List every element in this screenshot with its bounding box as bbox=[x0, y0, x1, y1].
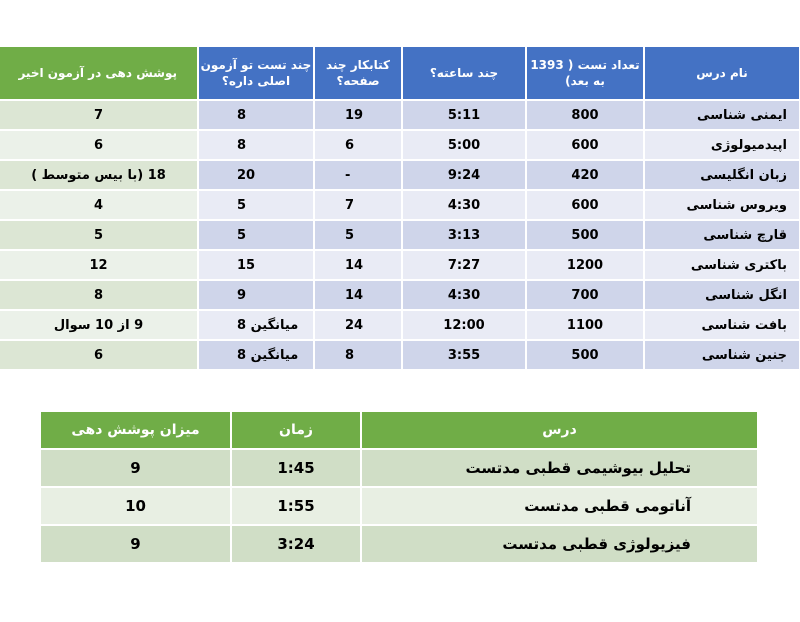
table-row bbox=[41, 449, 758, 487]
exam-questions-cell: 9 bbox=[198, 280, 314, 310]
header-hours: چند ساعته؟ bbox=[402, 47, 526, 100]
test-count-cell: 1100 bbox=[526, 310, 644, 340]
workbook-pages-cell: 14 bbox=[314, 280, 402, 310]
hours-cell: 7:27 bbox=[402, 250, 526, 280]
table-row bbox=[0, 340, 800, 369]
test-count-cell: 800 bbox=[526, 100, 644, 130]
workbook-pages-cell: 8 bbox=[314, 340, 402, 369]
lesson-name-cell: انگل شناسی bbox=[644, 280, 800, 310]
workbook-pages-cell: - bbox=[314, 160, 402, 190]
header-coverage: پوشش دهی در آزمون اخیر bbox=[0, 47, 198, 100]
time-cell: 1:45 bbox=[231, 449, 361, 487]
course-name-cell: آناتومی قطبی مدتست bbox=[361, 487, 758, 525]
coverage-cell: 8 bbox=[0, 280, 198, 310]
coverage-cell: 7 bbox=[0, 100, 198, 130]
coverage-cell: 5 bbox=[0, 220, 198, 250]
test-count-cell: 1200 bbox=[526, 250, 644, 280]
workbook-pages-cell: 6 bbox=[314, 130, 402, 160]
exam-questions-cell: میانگین 8 bbox=[198, 310, 314, 340]
table-row bbox=[0, 220, 800, 250]
test-count-cell: 600 bbox=[526, 190, 644, 220]
time-cell: 3:24 bbox=[231, 525, 361, 562]
test-count-cell: 420 bbox=[526, 160, 644, 190]
exam-questions-cell: 8 bbox=[198, 100, 314, 130]
study-plan-header-row bbox=[0, 47, 800, 100]
exam-questions-cell: 8 bbox=[198, 130, 314, 160]
lesson-name-cell: قارچ شناسی bbox=[644, 220, 800, 250]
hours-cell: 4:30 bbox=[402, 190, 526, 220]
hours-cell: 3:55 bbox=[402, 340, 526, 369]
coverage-cell: 9 از 10 سوال bbox=[0, 310, 198, 340]
table-row bbox=[0, 280, 800, 310]
lesson-name-cell: ویروس شناسی bbox=[644, 190, 800, 220]
lesson-name-cell: اپیدمیولوژی bbox=[644, 130, 800, 160]
table-row bbox=[0, 160, 800, 190]
lesson-name-cell: ایمنی شناسی bbox=[644, 100, 800, 130]
test-count-cell: 600 bbox=[526, 130, 644, 160]
hours-cell: 12:00 bbox=[402, 310, 526, 340]
table-row bbox=[0, 100, 800, 130]
hours-cell: 4:30 bbox=[402, 280, 526, 310]
lesson-name-cell: باکتری شناسی bbox=[644, 250, 800, 280]
coverage-amount-cell: 9 bbox=[41, 449, 231, 487]
lesson-name-cell: زبان انگلیسی bbox=[644, 160, 800, 190]
hours-cell: 5:11 bbox=[402, 100, 526, 130]
coverage-cell: 18 (با بیس متوسط ) bbox=[0, 160, 198, 190]
lesson-name-cell: جنین شناسی bbox=[644, 340, 800, 369]
header-lesson-name: نام درس bbox=[644, 47, 800, 100]
exam-questions-cell: 20 bbox=[198, 160, 314, 190]
header-test-count: تعداد تست ( 1393 به بعد) bbox=[526, 47, 644, 100]
coverage-summary-table bbox=[41, 412, 759, 562]
table-row bbox=[41, 487, 758, 525]
workbook-pages-cell: 19 bbox=[314, 100, 402, 130]
hours-cell: 3:13 bbox=[402, 220, 526, 250]
exam-questions-cell: 15 bbox=[198, 250, 314, 280]
course-name-cell: فیزیولوژی قطبی مدتست bbox=[361, 525, 758, 562]
course-name-cell: تحلیل بیوشیمی قطبی مدتست bbox=[361, 449, 758, 487]
coverage-cell: 12 bbox=[0, 250, 198, 280]
coverage-cell: 6 bbox=[0, 340, 198, 369]
header-course: درس bbox=[361, 412, 758, 449]
header-coverage-amount: میزان پوشش دهی bbox=[41, 412, 231, 449]
workbook-pages-cell: 5 bbox=[314, 220, 402, 250]
workbook-pages-cell: 7 bbox=[314, 190, 402, 220]
coverage-amount-cell: 10 bbox=[41, 487, 231, 525]
hours-cell: 5:00 bbox=[402, 130, 526, 160]
table-row bbox=[0, 130, 800, 160]
test-count-cell: 500 bbox=[526, 340, 644, 369]
workbook-pages-cell: 14 bbox=[314, 250, 402, 280]
study-plan-table bbox=[0, 47, 800, 369]
table-row bbox=[41, 525, 758, 562]
table-row bbox=[0, 250, 800, 280]
exam-questions-cell: 5 bbox=[198, 220, 314, 250]
coverage-amount-cell: 9 bbox=[41, 525, 231, 562]
table-row bbox=[0, 310, 800, 340]
table-row bbox=[0, 190, 800, 220]
header-workbook-pages: کتابکار چند صفحه؟ bbox=[314, 47, 402, 100]
lesson-name-cell: بافت شناسی bbox=[644, 310, 800, 340]
header-exam-questions: چند تست تو آزمون اصلی داره؟ bbox=[198, 47, 314, 100]
time-cell: 1:55 bbox=[231, 487, 361, 525]
workbook-pages-cell: 24 bbox=[314, 310, 402, 340]
test-count-cell: 500 bbox=[526, 220, 644, 250]
coverage-cell: 6 bbox=[0, 130, 198, 160]
test-count-cell: 700 bbox=[526, 280, 644, 310]
coverage-cell: 4 bbox=[0, 190, 198, 220]
hours-cell: 9:24 bbox=[402, 160, 526, 190]
header-time: زمان bbox=[231, 412, 361, 449]
coverage-header-row bbox=[41, 412, 758, 449]
exam-questions-cell: میانگین 8 bbox=[198, 340, 314, 369]
exam-questions-cell: 5 bbox=[198, 190, 314, 220]
